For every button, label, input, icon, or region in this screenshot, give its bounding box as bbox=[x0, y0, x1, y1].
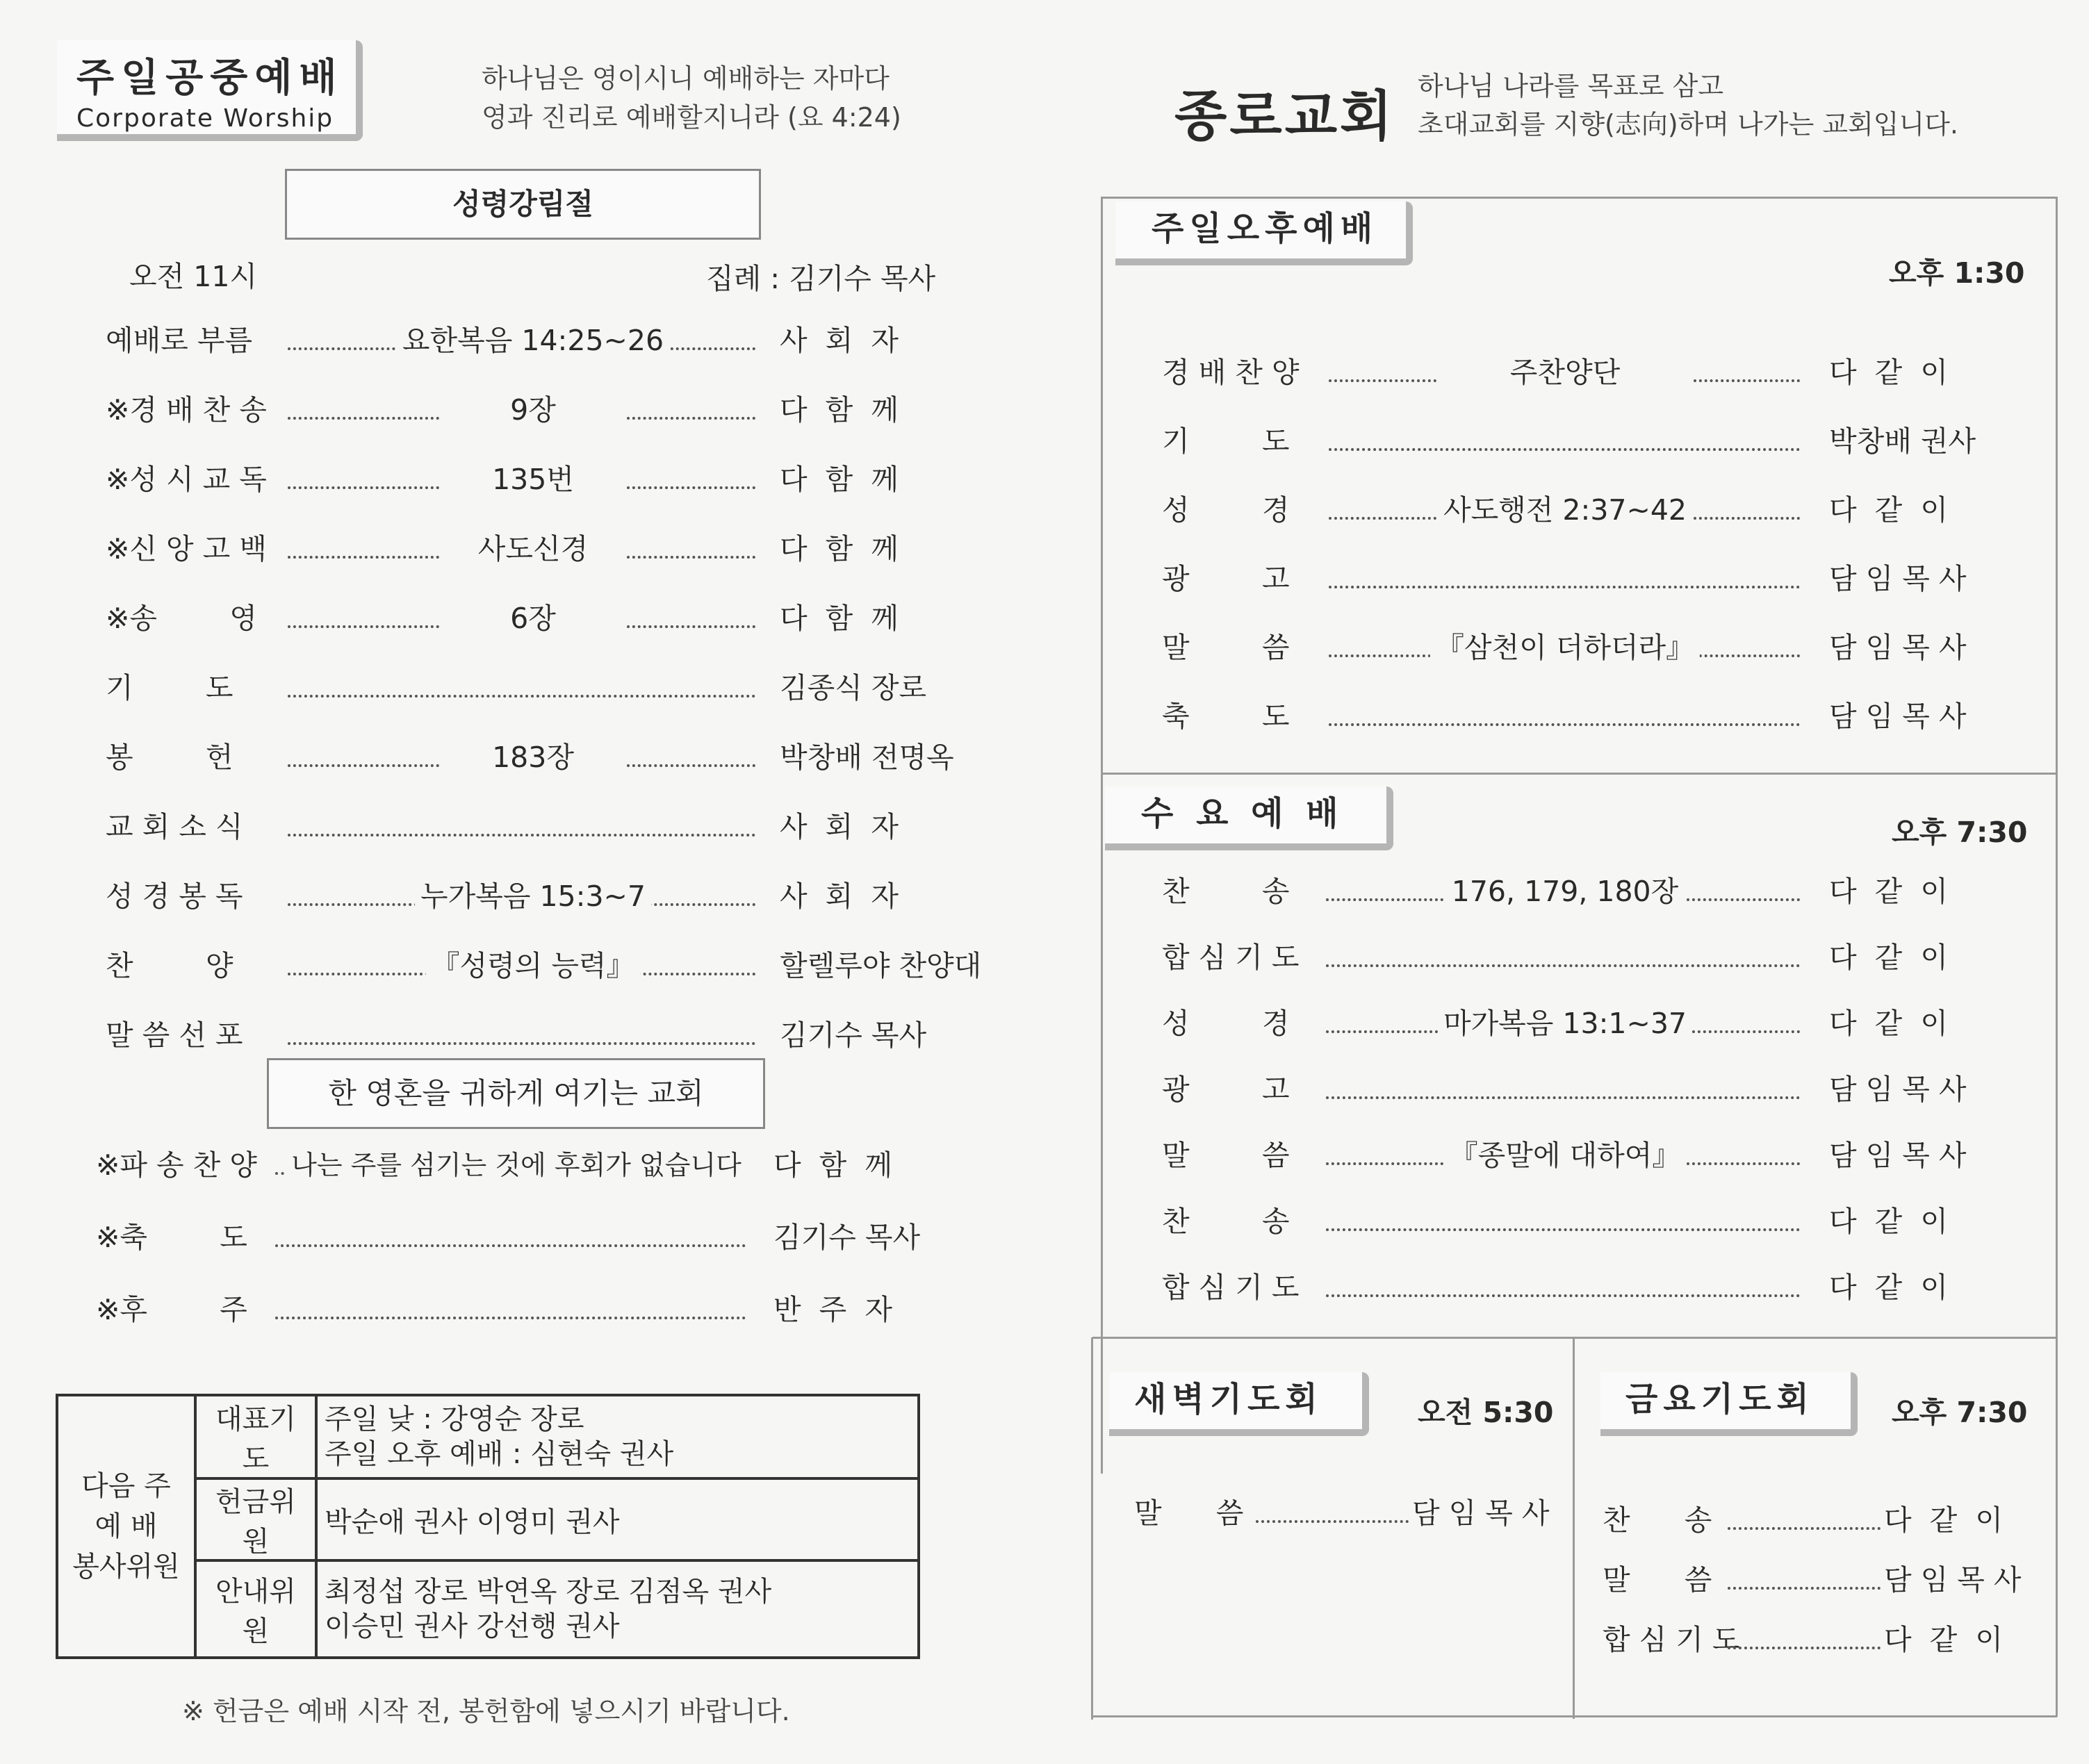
dawn-title: 새벽기도회 bbox=[1134, 1380, 1323, 1419]
order-label: 성 경 봉 독 bbox=[106, 880, 243, 913]
order-row bbox=[106, 528, 953, 570]
order-responsible: 담 임 목 사 bbox=[1829, 1073, 1967, 1106]
order-responsible: 다 같 이 bbox=[1829, 1271, 1948, 1304]
leader-dots bbox=[1326, 1294, 1800, 1297]
leader-dots bbox=[627, 973, 755, 975]
order-label: 말 씀 bbox=[1162, 631, 1290, 664]
leader-dots bbox=[1687, 1030, 1800, 1033]
order-responsible: 다 같 이 bbox=[1829, 875, 1948, 908]
leader-dots bbox=[1326, 1096, 1800, 1099]
order-label: 말 씀 bbox=[1603, 1563, 1712, 1597]
order-responsible: 다 같 이 bbox=[1829, 1205, 1948, 1238]
divider-mid bbox=[1573, 1337, 1575, 1719]
order-label: 기 도 bbox=[106, 671, 234, 704]
order-row bbox=[106, 459, 953, 500]
leader-dots bbox=[275, 1244, 746, 1247]
order-label: 말 씀 bbox=[1162, 1139, 1290, 1172]
order-detail: 마가복음 13:1~37 bbox=[1438, 1003, 1692, 1044]
order-responsible: 김종식 장로 bbox=[780, 671, 927, 704]
order-row bbox=[106, 667, 953, 709]
leader-dots bbox=[1326, 964, 1800, 967]
servants-group-label: 다음 주 예 배 봉사위원 bbox=[57, 1395, 195, 1658]
leader-dots bbox=[1326, 1030, 1443, 1033]
order-row bbox=[106, 945, 982, 987]
friday-time: 오후 7:30 bbox=[1892, 1396, 2028, 1429]
order-row bbox=[1162, 1201, 2031, 1242]
frame-left-lower bbox=[1091, 1337, 1093, 1720]
order-row bbox=[1603, 1559, 2033, 1601]
leader-dots bbox=[288, 556, 439, 559]
order-row bbox=[106, 597, 953, 639]
leader-dots bbox=[288, 834, 755, 836]
leader-dots bbox=[275, 1317, 746, 1319]
order-responsible: 사 회 자 bbox=[780, 880, 899, 913]
order-label: 경 배 찬 양 bbox=[1162, 356, 1300, 389]
order-row bbox=[106, 320, 953, 361]
leader-dots bbox=[1728, 1647, 1881, 1649]
order-label: ※후 주 bbox=[96, 1293, 247, 1326]
order-detail: 나는 주를 섬기는 것에 후회가 없습니다 bbox=[286, 1144, 747, 1186]
order-row bbox=[1134, 1492, 1551, 1534]
order-label: ※경 배 찬 송 bbox=[106, 393, 267, 427]
order-row bbox=[1162, 627, 2031, 668]
leader-dots bbox=[1329, 723, 1800, 726]
worship-title-tab bbox=[57, 40, 363, 141]
order-responsible: 다 같 이 bbox=[1884, 1503, 2003, 1537]
order-responsible: 담 임 목 사 bbox=[1829, 562, 1967, 595]
order-label: 축 도 bbox=[1162, 700, 1290, 733]
leader-dots bbox=[627, 764, 755, 767]
leader-dots bbox=[627, 556, 755, 559]
frame-right bbox=[2056, 197, 2058, 1717]
order-responsible: 담 임 목 사 bbox=[1829, 631, 1967, 664]
order-row bbox=[1603, 1619, 2033, 1660]
frame-top bbox=[1101, 197, 2057, 199]
order-detail: 9장 bbox=[505, 389, 562, 431]
servants-names: 박순애 권사 이영미 권사 bbox=[316, 1478, 919, 1560]
order-detail: 『삼천이 더하더라』 bbox=[1430, 627, 1700, 668]
sunday-pm-title-tab bbox=[1115, 201, 1413, 265]
occasion-box bbox=[285, 169, 761, 240]
order-detail: 주찬양단 bbox=[1505, 352, 1625, 393]
order-row bbox=[1162, 1003, 2031, 1044]
order-detail: 누가복음 15:3~7 bbox=[415, 875, 651, 917]
order-label: 예배로 부름 bbox=[106, 324, 253, 357]
offering-notice: ※ 헌금은 예배 시작 전, 봉헌함에 넣으시기 바랍니다. bbox=[182, 1696, 790, 1726]
wednesday-title: 수 요 예 배 bbox=[1141, 794, 1344, 833]
order-responsible: 사 회 자 bbox=[780, 324, 899, 357]
leader-dots bbox=[1728, 1527, 1881, 1530]
order-label: 광 고 bbox=[1162, 1073, 1290, 1106]
order-responsible: 담 임 목 사 bbox=[1829, 1139, 1967, 1172]
order-responsible: 다 함 께 bbox=[780, 532, 899, 566]
servants-role: 헌금위원 bbox=[195, 1478, 316, 1560]
order-responsible: 다 함 께 bbox=[780, 602, 899, 635]
order-responsible: 박창배 전명옥 bbox=[780, 741, 954, 774]
order-label: 합 심 기 도 bbox=[1162, 1271, 1300, 1304]
order-row bbox=[1162, 558, 2031, 600]
leader-dots bbox=[1329, 517, 1436, 520]
order-label: ※성 시 교 독 bbox=[106, 463, 267, 496]
order-detail: 요한복음 14:25~26 bbox=[397, 320, 669, 361]
order-row bbox=[96, 1289, 944, 1330]
order-detail: 사도신경 bbox=[473, 528, 593, 570]
order-row bbox=[1162, 352, 2031, 393]
leader-dots bbox=[288, 417, 439, 420]
order-row bbox=[1162, 1069, 2031, 1110]
order-row bbox=[1162, 1267, 2031, 1308]
order-responsible: 다 같 이 bbox=[1884, 1623, 2003, 1656]
order-row bbox=[96, 1217, 944, 1258]
leader-dots bbox=[627, 625, 755, 628]
divider-2 bbox=[1092, 1337, 2057, 1339]
worship-title-ko: 주일공중예배 bbox=[76, 56, 344, 101]
church-motto-box bbox=[267, 1058, 765, 1129]
leader-dots bbox=[1329, 379, 1436, 382]
divider-1 bbox=[1101, 773, 2057, 775]
leader-dots bbox=[1694, 517, 1800, 520]
order-row bbox=[106, 875, 953, 917]
church-motto-line-1: 하나님 나라를 목표로 삼고 bbox=[1418, 71, 1724, 101]
order-label: 성 경 bbox=[1162, 493, 1290, 527]
dawn-title-tab bbox=[1109, 1372, 1369, 1436]
order-row bbox=[96, 1144, 944, 1186]
order-responsible: 다 같 이 bbox=[1829, 1007, 1948, 1040]
order-label: 찬 송 bbox=[1162, 875, 1290, 908]
order-responsible: 김기수 목사 bbox=[773, 1221, 921, 1254]
leader-dots bbox=[1694, 379, 1800, 382]
order-label: ※축 도 bbox=[96, 1221, 247, 1254]
order-label: 봉 헌 bbox=[106, 741, 234, 774]
wednesday-time: 오후 7:30 bbox=[1892, 816, 2028, 849]
leader-dots bbox=[1326, 1228, 1800, 1231]
scripture-verse-line-2: 영과 진리로 예배할지니라 (요 4:24) bbox=[482, 102, 901, 133]
order-responsible: 다 같 이 bbox=[1829, 356, 1948, 389]
order-row bbox=[106, 389, 953, 431]
leader-dots bbox=[1329, 654, 1436, 657]
order-detail: 『성령의 능력』 bbox=[425, 945, 640, 987]
order-responsible: 사 회 자 bbox=[780, 810, 899, 843]
leader-dots bbox=[1687, 898, 1800, 901]
order-label: 교 회 소 식 bbox=[106, 810, 243, 843]
leader-dots bbox=[1329, 586, 1800, 588]
wednesday-title-tab bbox=[1105, 786, 1393, 850]
sunday-pm-title: 주일오후예배 bbox=[1152, 209, 1379, 248]
order-label: ※신 앙 고 백 bbox=[106, 532, 267, 566]
church-name: 종로교회 bbox=[1174, 85, 1395, 148]
leader-dots bbox=[288, 695, 755, 698]
leader-dots bbox=[1256, 1520, 1409, 1523]
order-row bbox=[106, 806, 953, 848]
leader-dots bbox=[288, 764, 439, 767]
service-leader: 집례 : 김기수 목사 bbox=[706, 262, 936, 295]
order-label: 찬 양 bbox=[106, 949, 234, 982]
order-responsible: 담 임 목 사 bbox=[1884, 1563, 2022, 1597]
worship-title-en: Corporate Worship bbox=[76, 104, 334, 133]
order-detail: 『종말에 대하여』 bbox=[1444, 1135, 1687, 1176]
order-label: 합 심 기 도 bbox=[1162, 941, 1300, 974]
order-detail: 6장 bbox=[505, 597, 562, 639]
occasion-title: 성령강림절 bbox=[452, 187, 593, 221]
order-detail: 사도행전 2:37~42 bbox=[1438, 489, 1692, 531]
order-row bbox=[1162, 1135, 2031, 1176]
order-detail: 183장 bbox=[486, 736, 580, 778]
order-row bbox=[1162, 871, 2031, 912]
order-row bbox=[1162, 420, 2031, 462]
order-responsible: 반 주 자 bbox=[773, 1293, 892, 1326]
servants-names: 주일 낮 : 강영순 장로 주일 오후 예배 : 심현숙 권사 bbox=[316, 1395, 919, 1478]
frame-left bbox=[1101, 197, 1103, 1474]
order-responsible: 담 임 목 사 bbox=[1412, 1497, 1550, 1530]
leader-dots bbox=[1687, 1162, 1800, 1165]
leader-dots bbox=[1728, 1587, 1881, 1590]
order-row bbox=[1603, 1499, 2033, 1541]
order-responsible: 다 함 께 bbox=[773, 1148, 892, 1182]
order-responsible: 다 같 이 bbox=[1829, 941, 1948, 974]
order-row bbox=[1162, 937, 2031, 978]
order-detail: 135번 bbox=[486, 459, 580, 500]
dawn-time: 오전 5:30 bbox=[1418, 1396, 1554, 1429]
sunday-pm-time: 오후 1:30 bbox=[1889, 256, 2025, 290]
order-responsible: 박창배 권사 bbox=[1829, 424, 1976, 458]
order-responsible: 다 함 께 bbox=[780, 393, 899, 427]
order-label: 찬 송 bbox=[1162, 1205, 1290, 1238]
order-responsible: 담 임 목 사 bbox=[1829, 700, 1967, 733]
order-row bbox=[1162, 489, 2031, 531]
frame-bottom bbox=[1091, 1715, 2057, 1717]
servants-names: 최정섭 장로 박연옥 장로 김점옥 권사 이승민 권사 강선행 권사 bbox=[316, 1560, 919, 1658]
servants-table bbox=[56, 1394, 920, 1659]
order-label: 성 경 bbox=[1162, 1007, 1290, 1040]
order-label: ※파 송 찬 양 bbox=[96, 1148, 257, 1182]
leader-dots bbox=[288, 486, 439, 489]
friday-title-tab bbox=[1600, 1372, 1858, 1436]
order-label: 찬 송 bbox=[1603, 1503, 1712, 1537]
servants-role: 안내위원 bbox=[195, 1560, 316, 1658]
order-label: 말 씀 bbox=[1134, 1497, 1244, 1530]
order-label: 기 도 bbox=[1162, 424, 1290, 458]
order-label: 광 고 bbox=[1162, 562, 1290, 595]
order-row bbox=[106, 1014, 953, 1056]
order-detail: 176, 179, 180장 bbox=[1446, 871, 1685, 912]
leader-dots bbox=[627, 417, 755, 420]
leader-dots bbox=[1694, 654, 1800, 657]
order-label: 합 심 기 도 bbox=[1603, 1623, 1740, 1656]
leader-dots bbox=[288, 1042, 755, 1045]
friday-title: 금요기도회 bbox=[1625, 1380, 1814, 1419]
order-label: 말 씀 선 포 bbox=[106, 1019, 243, 1052]
leader-dots bbox=[1329, 448, 1800, 451]
servants-role: 대표기도 bbox=[195, 1395, 316, 1478]
church-motto: 한 영혼을 귀하게 여기는 교회 bbox=[328, 1076, 704, 1110]
order-responsible: 다 같 이 bbox=[1829, 493, 1948, 527]
order-responsible: 다 함 께 bbox=[780, 463, 899, 496]
order-row bbox=[106, 736, 953, 778]
service-time: 오전 11시 bbox=[129, 260, 258, 293]
leader-dots bbox=[1326, 898, 1443, 901]
scripture-verse-line-1: 하나님은 영이시니 예배하는 자마다 bbox=[482, 63, 890, 94]
order-label: ※송 영 bbox=[106, 602, 257, 635]
order-responsible: 김기수 목사 bbox=[780, 1019, 927, 1052]
leader-dots bbox=[627, 486, 755, 489]
leader-dots bbox=[288, 625, 439, 628]
order-responsible: 할렐루야 찬양대 bbox=[780, 949, 982, 982]
order-row bbox=[1162, 695, 2031, 737]
leader-dots bbox=[1326, 1162, 1443, 1165]
leader-dots bbox=[288, 973, 439, 975]
church-motto-line-2: 초대교회를 지향(志向)하며 나가는 교회입니다. bbox=[1418, 109, 1959, 140]
